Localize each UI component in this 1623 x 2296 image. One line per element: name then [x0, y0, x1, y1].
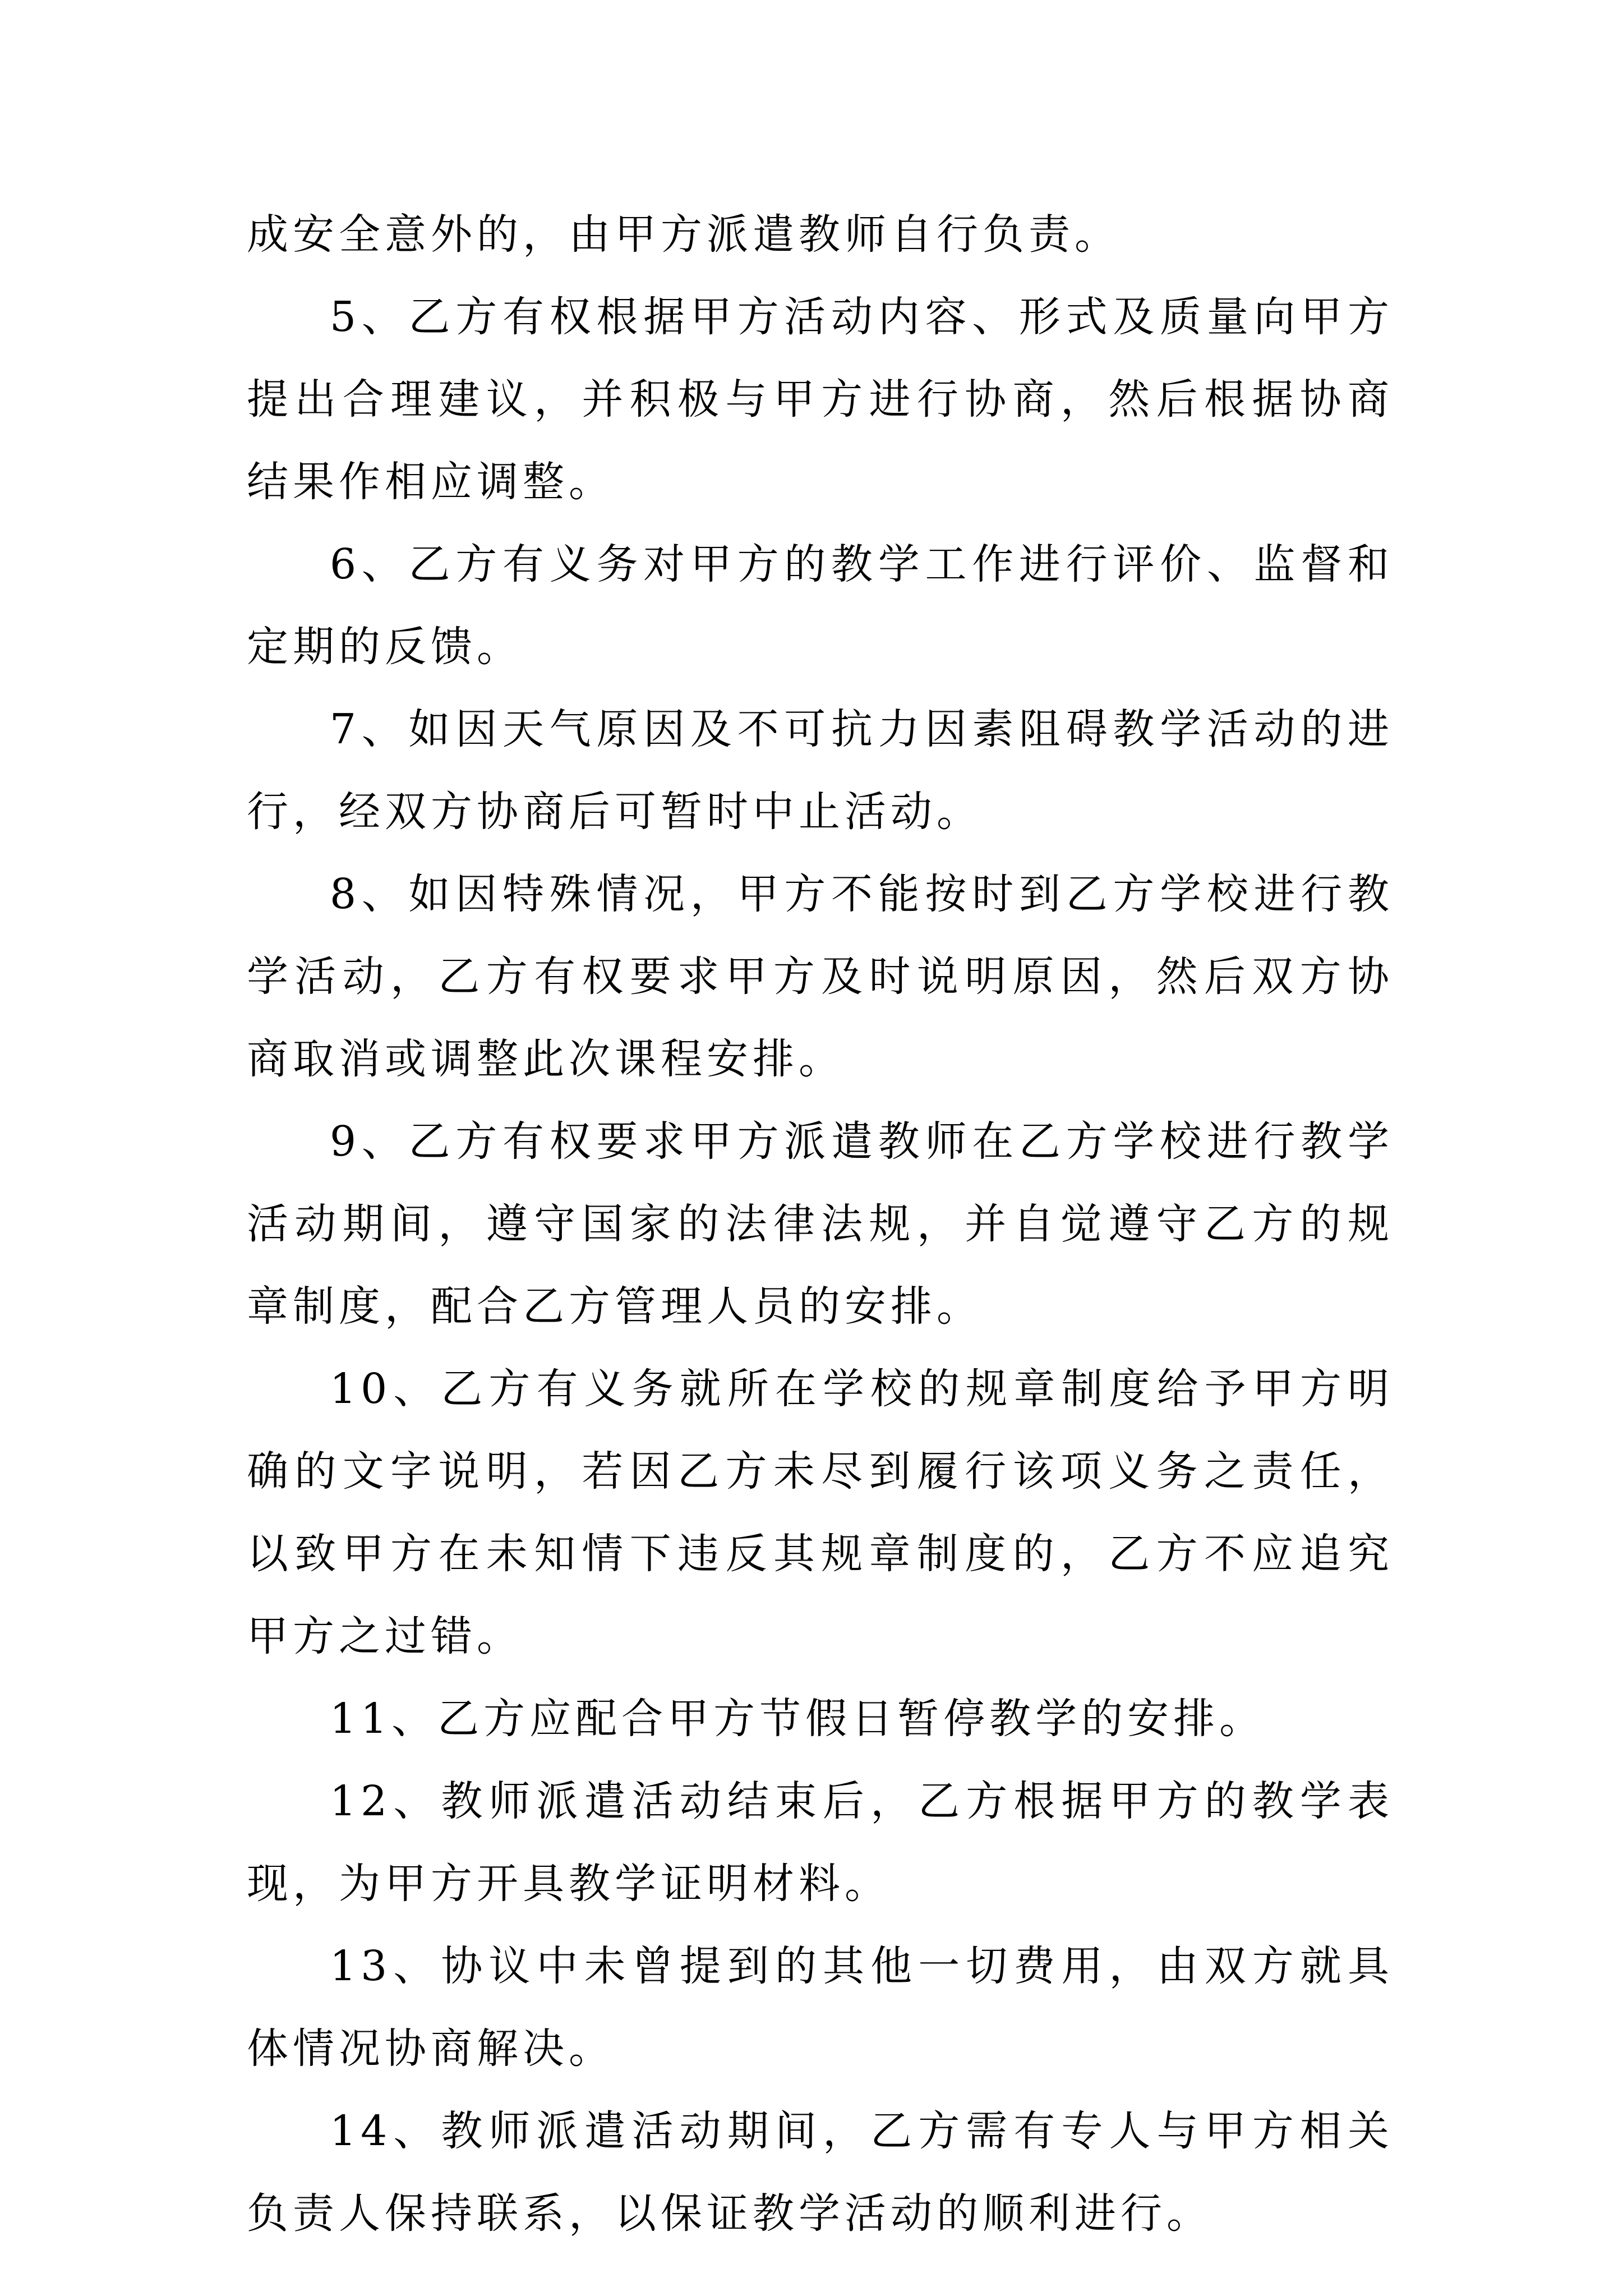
paragraph-clause-7: 7、如因天气原因及不可抗力因素阻碍教学活动的进行，经双方协商后可暂时中止活动。 [247, 705, 1394, 836]
paragraph-clause-12: 12、教师派遣活动结束后，乙方根据甲方的教学表现，为甲方开具教学证明材料。 [247, 1777, 1394, 1908]
paragraph-clause-11: 11、乙方应配合甲方节假日暂停教学的安排。 [330, 1695, 1266, 1743]
paragraph-clause-5: 5、乙方有权根据甲方活动内容、形式及质量向甲方提出合理建议，并积极与甲方进行协商，然后根据协商结果作相应调整。 [247, 293, 1394, 506]
paragraph-clause-6: 6、乙方有义务对甲方的教学工作进行评价、监督和定期的反馈。 [247, 540, 1394, 671]
paragraph-clause-10: 10、乙方有义务就所在学校的规章制度给予甲方明确的文字说明，若因乙方未尽到履行该项义务之责任，以致甲方在未知情下违反其规章制度的，乙方不应追究甲方之过错。 [247, 1365, 1394, 1660]
document-body [247, 194, 1394, 2255]
paragraph-clause-14: 14、教师派遣活动期间，乙方需有专人与甲方相关负责人保持联系，以保证教学活动的顺利进行。 [247, 2107, 1394, 2238]
paragraph-clause-9: 9、乙方有权要求甲方派遣教师在乙方学校进行教学活动期间，遵守国家的法律法规，并自觉遵守乙方的规章制度，配合乙方管理人员的安排。 [247, 1117, 1394, 1331]
paragraph-clause-8: 8、如因特殊情况，甲方不能按时到乙方学校进行教学活动，乙方有权要求甲方及时说明原因，然后双方协商取消或调整此次课程安排。 [247, 870, 1394, 1083]
paragraph-clause-13: 13、协议中未曾提到的其他一切费用，由双方就具体情况协商解决。 [247, 1942, 1394, 2073]
paragraph-continuation: 成安全意外的，由甲方派遣教师自行负责。 [247, 210, 1121, 259]
